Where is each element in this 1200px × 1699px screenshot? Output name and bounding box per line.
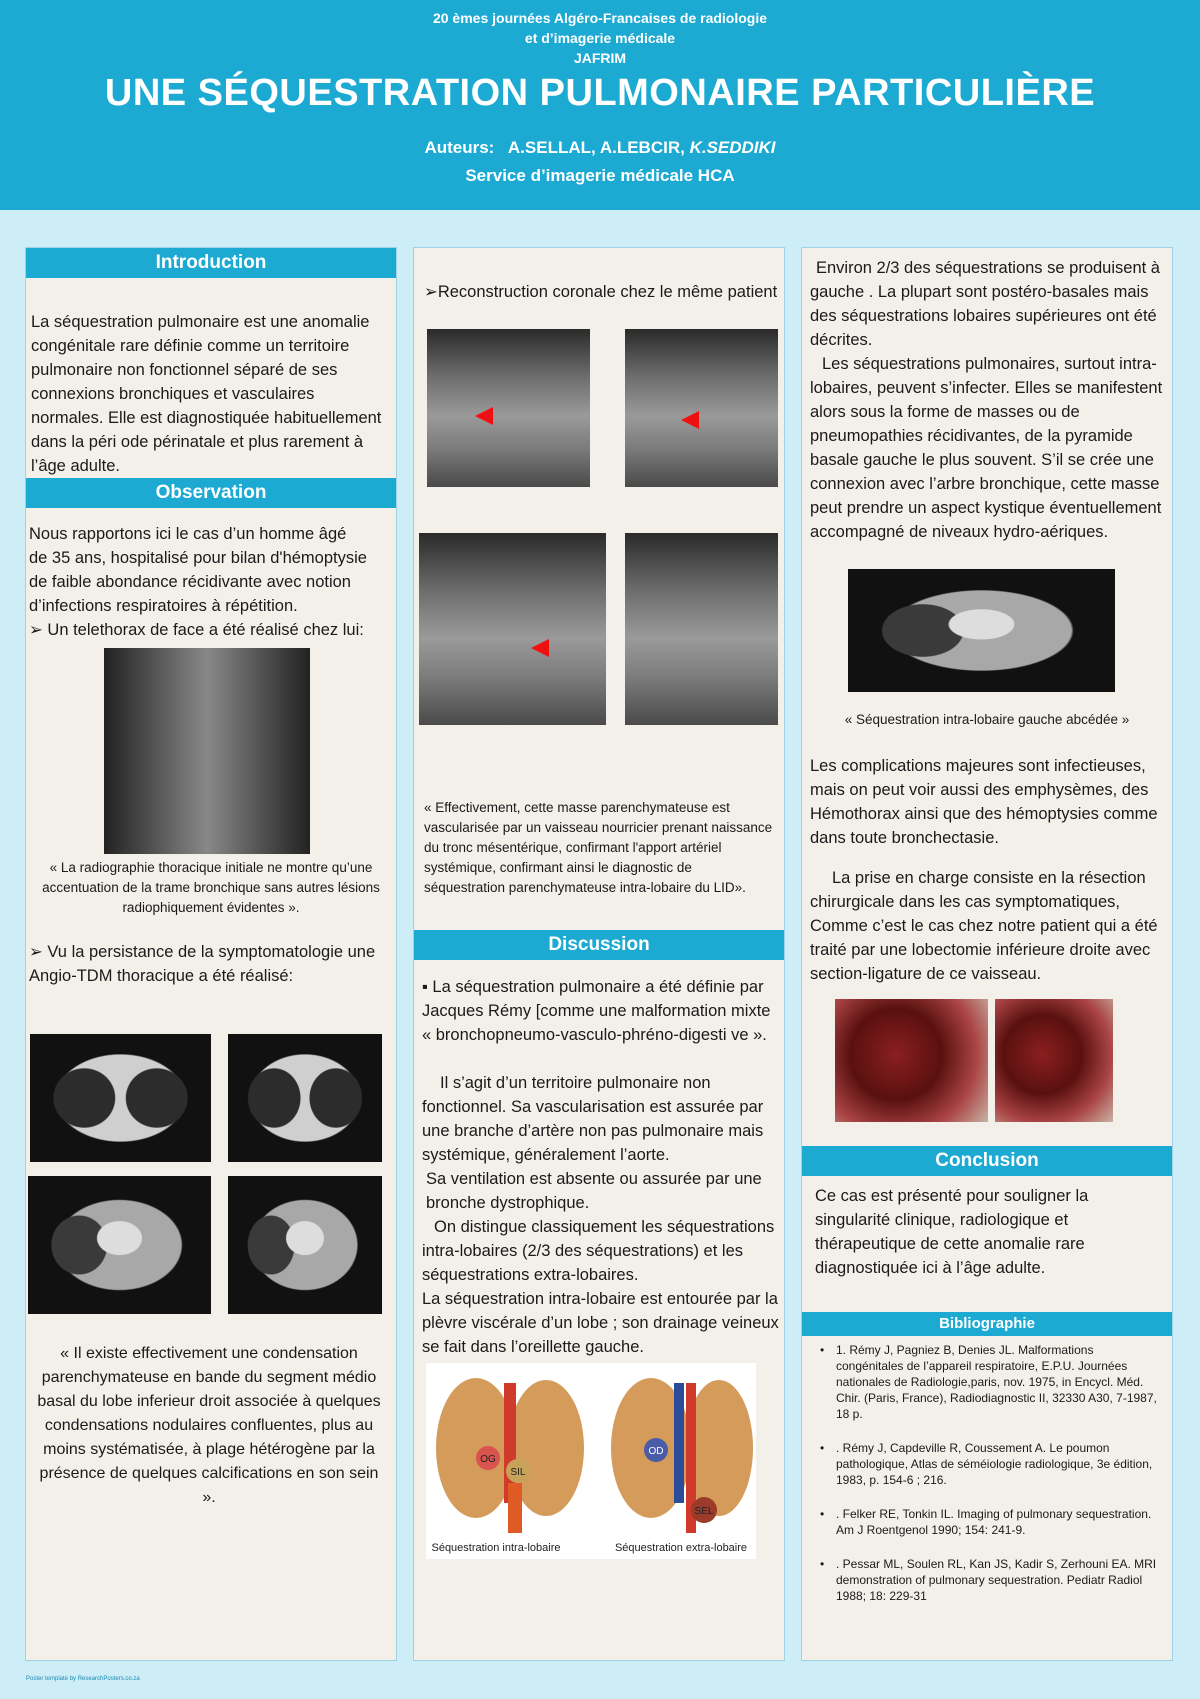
- observation-text: Nous rapportons ici le cas d’un homme âgé de 35 ans, hospitalisé pour bilan d'hémoptysie de faible abondance récidivante avec notion d’infections respiratoires à répétition.: [29, 525, 367, 615]
- bibliography-heading: Bibliographie: [802, 1312, 1172, 1336]
- conference-acronym: JAFRIM: [573, 50, 627, 66]
- conference-line: 20 èmes journées Algéro-Francaises de radiologie: [432, 10, 768, 26]
- bibliography-item: • . Pessar ML, Soulen RL, Kan JS, Kadir S, Zerhouni EA. MRI demonstration of pulmonary sequestration. Pediatr Radiol 1988; 18: 229-31: [814, 1556, 1164, 1604]
- discussion-paragraph: Les complications majeures sont infectieuses, mais on peut voir aussi des emphysèmes, des Hémothorax ainsi que des hémoptysies comme dans toute bronchectasie.: [810, 757, 1158, 847]
- poster-title: UNE SÉQUESTRATION PULMONAIRE PARTICULIÈRE: [104, 72, 1096, 114]
- bibliography-item: • . Rémy J, Capdeville R, Coussement A. Le poumon pathologique, Atlas de séméiologie radiologique, 3e édition, 1983, p. 154-6 ; 216.: [814, 1440, 1164, 1488]
- template-credit: Poster template by ResearchPosters.co.za: [26, 1676, 140, 1682]
- authors-names: A.SELLAL, A.LEBCIR,: [507, 138, 685, 157]
- diagram-label-sel: SEL: [694, 1506, 714, 1517]
- ct-caption: « Il existe effectivement une condensation parenchymateuse en bande du segment médio basal du lobe inferieur droit associée à quelques condensations nodulaires confluentes, plus au moins systématisée, à plage hétérogène par la présence de quelques calcifications en son sein ».: [37, 1345, 381, 1506]
- arrow-marker-icon: [531, 639, 549, 657]
- reconstruction-caption: « Effectivement, cette masse parenchymateuse est vascularisée par un vaisseau nourricier prenant naissance du tronc mésentérique, confirmant l'apport artériel systémique, confirmant ainsi le diagnostic de séquestration parenchymateuse intra-lobaire du LID».: [424, 800, 773, 895]
- poster-header: [0, 0, 1200, 210]
- conclusion-text: Ce cas est présenté pour souligner la singularité clinique, radiologique et thérapeutique de cette anomalie rare diagnostiquée ici à l’âge adulte.: [815, 1187, 1089, 1277]
- column-left: [25, 247, 397, 1661]
- lung-diagram-icon: [426, 1363, 756, 1559]
- discussion-paragraph: On distingue classiquement les séquestrations intra-lobaires (2/3 des séquestrations) et les séquestrations extra-lobaires.: [422, 1218, 775, 1284]
- sequestration-diagram: [426, 1363, 756, 1559]
- column-middle: [413, 247, 785, 1661]
- observation-heading: Observation: [26, 478, 396, 508]
- discussion-paragraph: Environ 2/3 des séquestrations se produisent à gauche . La plupart sont postéro-basales mais des séquestrations lobaires supérieures ont été décrites.: [810, 259, 1160, 349]
- authors-line: [0, 138, 1200, 158]
- discussion-paragraph: ▪ La séquestration pulmonaire a été définie par Jacques Rémy [comme une malformation mixte « bronchopneumo-vasculo-phréno-digesti ve ».: [422, 978, 771, 1044]
- diagram-label-og: OG: [480, 1454, 496, 1465]
- diagram-label-sil: SIL: [510, 1467, 526, 1478]
- ct-scan-image: [28, 1176, 211, 1314]
- ct-scan-image: [228, 1034, 382, 1162]
- xray-caption: « La radiographie thoracique initiale ne montre qu’une accentuation de la trame bronchique sans autres lésions radiophiquement évidentes ».: [42, 860, 380, 915]
- arrow-marker-icon: [475, 407, 493, 425]
- authors-label: Auteurs:: [424, 138, 495, 157]
- coronal-ct-image: [625, 533, 778, 725]
- surgery-photo: [995, 999, 1113, 1122]
- ct-scan-image: [30, 1034, 211, 1162]
- diagram-caption-left: Séquestration intra-lobaire: [431, 1542, 561, 1554]
- introduction-heading: Introduction: [26, 248, 396, 278]
- coronal-ct-image: [625, 329, 778, 487]
- arrow-marker-icon: [681, 411, 699, 429]
- conference-info: [0, 8, 1200, 68]
- discussion-paragraph: Les séquestrations pulmonaires, surtout intra-lobaires, peuvent s’infecter. Elles se manifestent alors sous la forme de masses ou de pneumopathies récidivantes, de la pyramide basale gauche le plus souvent. S’il se crée une connexion avec l’arbre bronchique, cette masse peut prendre un aspect kystique éventuellement accompagné de niveaux hydro-aériques.: [810, 355, 1163, 541]
- bibliography-item: • 1. Rémy J, Pagniez B, Denies JL. Malformations congénitales de l’appareil respiratoire, E.P.U. Journées nationales de Radiologie,paris, nov. 1975, in Encycl. Méd. Chir. (Paris, France), Radiodiagnostic II, 32330 A30, 7-1987, 18 p.: [814, 1342, 1164, 1422]
- chest-xray-image: [104, 648, 310, 854]
- observation-bullet-xray: ➢ Un telethorax de face a été réalisé chez lui:: [29, 621, 364, 639]
- discussion-paragraph: La séquestration intra-lobaire est entourée par la plèvre viscérale d’un lobe ; son drainage veineux se fait dans l’oreillette gauche.: [422, 1290, 779, 1356]
- observation-bullet-ct: ➢ Vu la persistance de la symptomatologie une Angio-TDM thoracique a été réalisé:: [29, 943, 376, 985]
- discussion-paragraph: Il s’agit d’un territoire pulmonaire non fonctionnel. Sa vascularisation est assurée par une branche d’artère non pas pulmonaire mais systémique, généralement l’aorte.: [422, 1074, 764, 1164]
- ct-scan-image: [228, 1176, 382, 1314]
- service-line: Service d’imagerie médicale HCA: [465, 166, 735, 185]
- coronal-ct-image: [427, 329, 590, 487]
- bibliography-list: [814, 1342, 1164, 1622]
- surgery-photo: [835, 999, 988, 1122]
- diagram-caption-right: Séquestration extra-lobaire: [614, 1542, 748, 1554]
- column-right: [801, 247, 1173, 1661]
- bibliography-item: • . Felker RE, Tonkin IL. Imaging of pulmonary sequestration. Am J Roentgenol 1990; 154: 241-9.: [814, 1506, 1164, 1538]
- discussion-heading: Discussion: [414, 930, 784, 960]
- conference-line: et d’imagerie médicale: [524, 30, 676, 46]
- introduction-text: La séquestration pulmonaire est une anomalie congénitale rare définie comme un territoire pulmonaire non fonctionnel séparé de ses connexions bronchiques et vasculaires normales. Elle est diagnostiquée habituellement dans la péri ode périnatale et plus rarement à l’âge adulte.: [31, 313, 382, 475]
- coronal-ct-image: [419, 533, 606, 725]
- author-italic: K.SEDDIKI: [689, 138, 776, 157]
- reconstruction-heading: ➢Reconstruction coronale chez le même patient: [424, 283, 778, 301]
- discussion-paragraph: Sa ventilation est absente ou assurée par une bronche dystrophique.: [426, 1170, 762, 1212]
- ct-caption: « Séquestration intra-lobaire gauche abcédée »: [844, 712, 1130, 727]
- diagram-label-od: OD: [648, 1446, 664, 1457]
- ct-scan-image: [848, 569, 1115, 692]
- conclusion-heading: Conclusion: [802, 1146, 1172, 1176]
- discussion-paragraph: La prise en charge consiste en la résection chirurgicale dans les cas symptomatiques, Comme c’est le cas chez notre patient qui a été traité par une lobectomie inférieure droite avec section-ligature de ce vaisseau.: [810, 869, 1158, 983]
